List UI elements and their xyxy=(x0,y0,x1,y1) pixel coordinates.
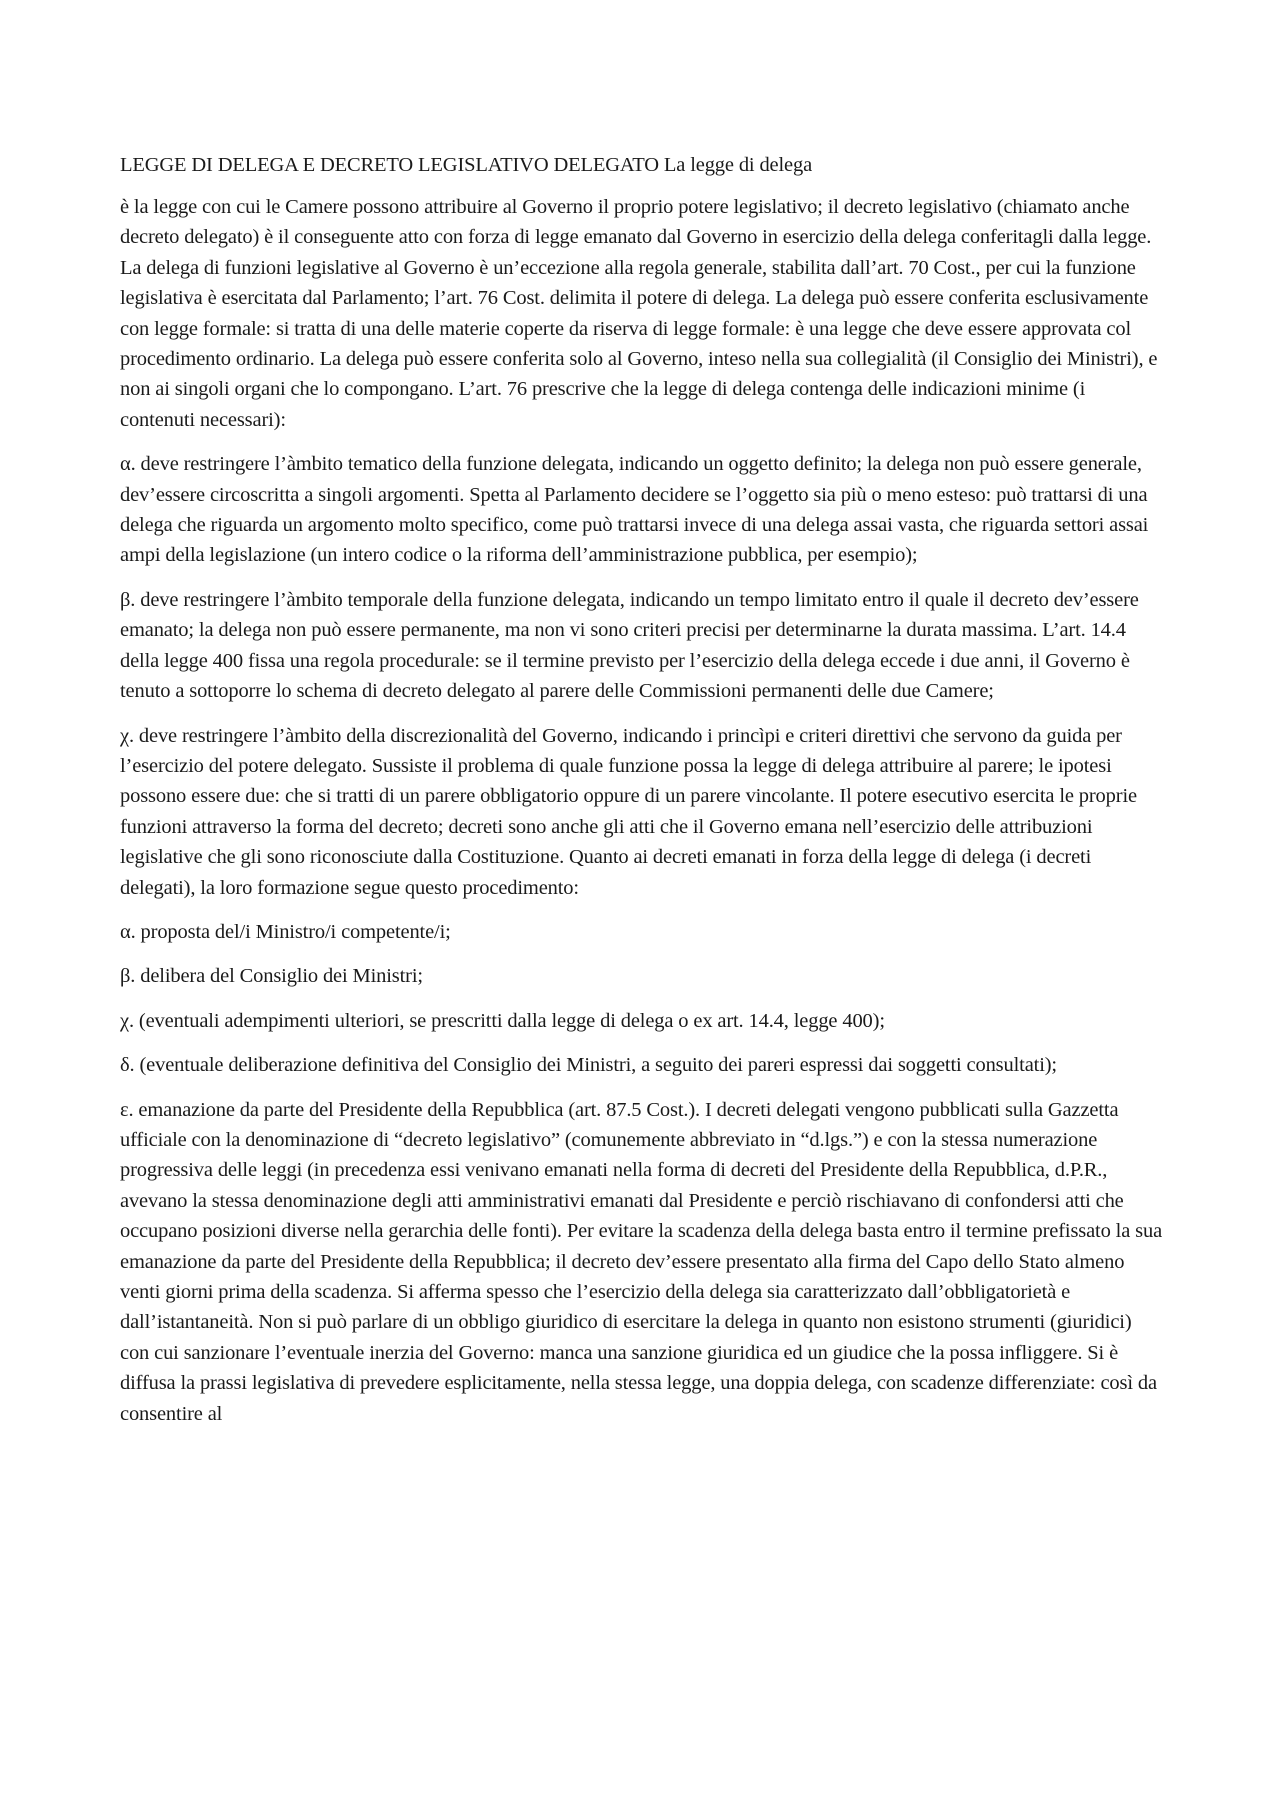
step-marker: α. xyxy=(120,920,136,943)
requirement-chi xyxy=(120,721,1165,903)
requirement-beta xyxy=(120,585,1165,707)
requirement-marker: α. xyxy=(120,453,136,476)
step-text: emanazione da parte del Presidente della Repubblica (art. 87.5 Cost.). I decreti delegati vengono pubblicati sulla Gazzetta ufficiale con la denominazione di “decreto legislativo” (comunemente abbreviato in “d.lgs.”) e con la stessa numerazione progressiva delle leggi (in precedenza essi venivano emanati nella forma di decreti del Presidente della Repubblica, d.P.R., avevano la stessa denominazione degli atti amministrativi emanati dal Presidente e perciò rischiavano di confondersi atti che occupano posizioni diverse nella gerarchia delle fonti). Per evitare la scadenza della delega basta entro il termine prefissato la sua emanazione da parte del Presidente della Repubblica; il decreto dev’essere presentato alla firma del Capo dello Stato almeno venti giorni prima della scadenza. Si afferma spesso che l’esercizio della delega sia caratterizzato dall’obbligatorietà e dall’istantaneità. Non si può parlare di un obbligo giuridico di esercitare la delega in quanto non esistono strumenti (giuridici) con cui sanzionare l’eventuale inerzia del Governo: manca una sanzione giuridica ed un giudice che la possa infliggere. Si è diffusa la prassi legislativa di prevedere esplicitamente, nella stessa legge, una doppia delega, con scadenze differenziate: così da consentire al xyxy=(120,1098,1163,1425)
step-text: (eventuali adempimenti ulteriori, se prescritti dalla legge di delega o ex art. 14.4, legge 400); xyxy=(133,1009,885,1032)
step-chi xyxy=(120,1006,1165,1036)
step-beta xyxy=(120,961,1165,991)
requirement-marker: χ. xyxy=(120,724,134,747)
requirement-marker: β. xyxy=(120,588,136,611)
intro-paragraph: è la legge con cui le Camere possono attribuire al Governo il proprio potere legislativo; il decreto legislativo (chiamato anche decreto delegato) è il conseguente atto con forza di legge emanato dal Governo in esercizio della delega conferitagli dalla legge. La delega di funzioni legislative al Governo è un’eccezione alla regola generale, stabilita dall’art. 70 Cost., per cui la funzione legislativa è esercitata dal Parlamento; l’art. 76 Cost. delimita il potere di delega. La delega può essere conferita esclusivamente con legge formale: si tratta di una delle materie coperte da riserva di legge formale: è una legge che deve essere approvata col procedimento ordinario. La delega può essere conferita solo al Governo, inteso nella sua collegialità (il Consiglio dei Ministri), e non ai singoli organi che lo compongano. L’art. 76 prescrive che la legge di delega contenga delle indicazioni minime (i contenuti necessari): xyxy=(120,196,1158,431)
step-marker: β. xyxy=(120,965,136,988)
requirement-alpha xyxy=(120,449,1165,571)
requirement-text: deve restringere l’àmbito tematico della funzione delegata, indicando un oggetto definito; la delega non può essere generale, dev’essere circoscritta a singoli argomenti. Spetta al Parlamento decidere se l’oggetto sia più o meno esteso: può trattarsi di una delega che riguarda un argomento molto specifico, come può trattarsi invece di una delega assai vasta, che riguarda settori assai ampi della legislazione (un intero codice o la riforma dell’amministrazione pubblica, per esempio); xyxy=(120,453,1149,567)
document-page xyxy=(120,150,1165,1443)
step-delta xyxy=(120,1050,1165,1080)
step-marker: δ. xyxy=(120,1054,135,1077)
step-text: delibera del Consiglio dei Ministri; xyxy=(135,965,423,988)
step-alpha xyxy=(120,917,1165,947)
step-marker: χ. xyxy=(120,1009,134,1032)
requirement-text: deve restringere l’àmbito temporale della funzione delegata, indicando un tempo limitato entro il quale il decreto dev’essere emanato; la delega non può essere permanente, ma non vi sono criteri precisi per determinarne la durata massima. L’art. 14.4 della legge 400 fissa una regola procedurale: se il termine previsto per l’esercizio della delega eccede i due anni, il Governo è tenuto a sottoporre lo schema di decreto delegato al parere delle Commissioni permanenti delle due Camere; xyxy=(120,588,1139,703)
document-title: LEGGE DI DELEGA E DECRETO LEGISLATIVO DELEGATO La legge di delega xyxy=(120,154,813,176)
step-text: (eventuale deliberazione definitiva del Consiglio dei Ministri, a seguito dei pareri espressi dai soggetti consultati); xyxy=(134,1054,1057,1077)
requirement-text: deve restringere l’àmbito della discrezionalità del Governo, indicando i princìpi e criteri direttivi che servono da guida per l’esercizio del potere delegato. Sussiste il problema di quale funzione possa la legge di delega attribuire al parere; le ipotesi possono essere due: che si tratti di un parere obbligatorio oppure di un parere vincolante. Il potere esecutivo esercita le proprie funzioni attraverso la forma del decreto; decreti sono anche gli atti che il Governo emana nell’esercizio delle attribuzioni legislative che gli sono riconosciute dalla Costituzione. Quanto ai decreti emanati in forza della legge di delega (i decreti delegati), la loro formazione segue questo procedimento: xyxy=(120,724,1137,899)
step-text: proposta del/i Ministro/i competente/i; xyxy=(135,920,451,943)
step-epsilon xyxy=(120,1095,1165,1429)
step-marker: ε. xyxy=(120,1098,134,1121)
